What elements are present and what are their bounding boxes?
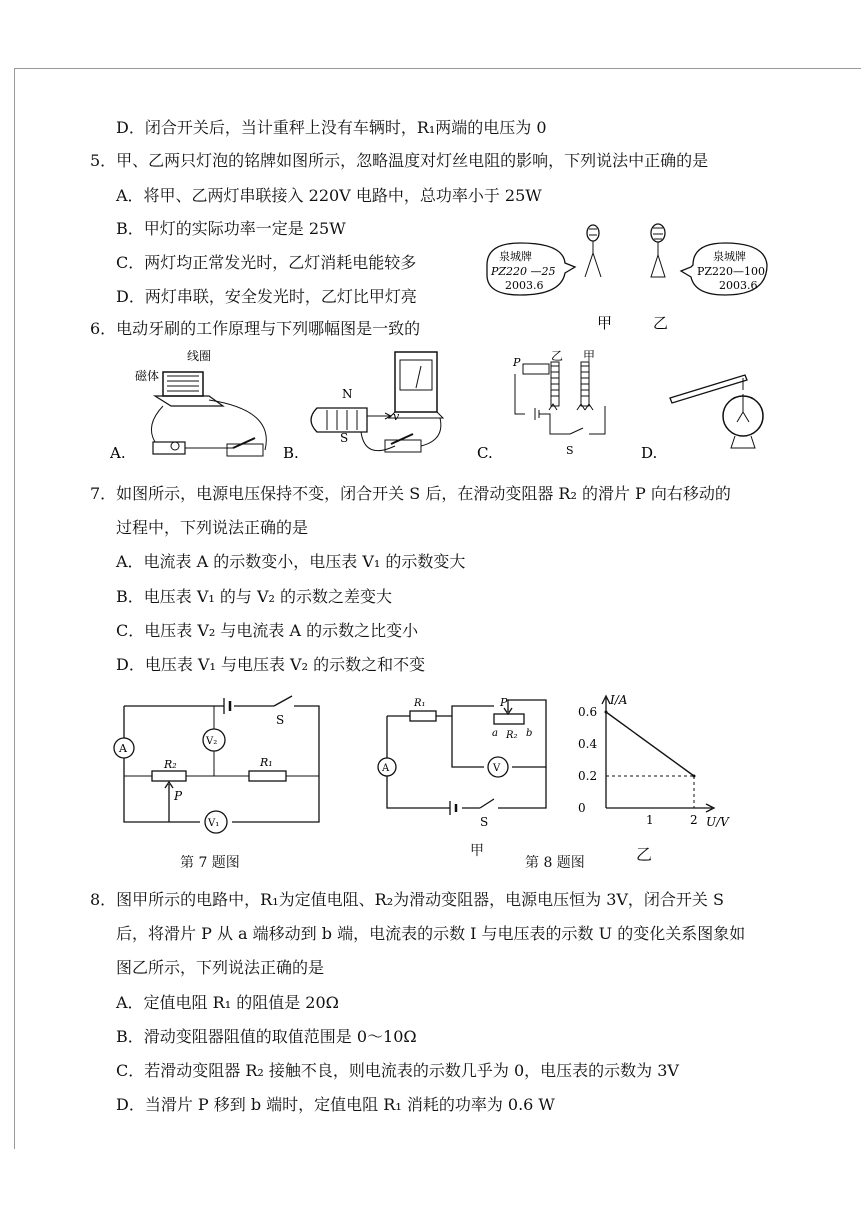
q8-option-d: D．当滑片 P 移到 b 端时，定值电阻 R₁ 消耗的功率为 0.6 W <box>116 1095 555 1114</box>
q7-p-label: P <box>174 789 183 803</box>
q7-r1-label: R₁ <box>260 756 273 769</box>
q7-v1-label: V₁ <box>208 818 220 829</box>
chart-x-tick-1: 2 <box>690 813 698 827</box>
q8-jia-label: 甲 <box>470 843 484 859</box>
bulb-yi-date: 2003.6 <box>719 279 758 292</box>
q8-a-label: a <box>492 728 498 739</box>
coil-jia-label: 甲 <box>583 350 596 363</box>
q5-option-c: C．两灯均正常发光时，乙灯消耗电能较多 <box>116 253 417 272</box>
bulb-yi-nameplate <box>681 243 767 295</box>
q6-figure-a <box>109 350 266 462</box>
bulb-jia-nameplate <box>487 243 575 295</box>
q7-stem-2: 过程中，下列说法正确的是 <box>116 518 309 537</box>
coil-yi-label: 乙 <box>551 350 564 363</box>
q6-label-a: A. <box>110 444 126 462</box>
bulb-yi-icon <box>651 224 665 277</box>
bulb-jia-brand: 泉城牌 <box>499 250 532 263</box>
chart-y-tick-1: 0.2 <box>578 769 598 783</box>
q6-figures <box>105 350 825 468</box>
q8-stem-2: 后，将滑片 P 从 a 端移动到 b 端，电流表的示数 I 与电压表的示数 U 的变化关系图象如 <box>116 924 746 943</box>
q5-stem: 5．甲、乙两只灯泡的铭牌如图所示，忽略温度对灯丝电阻的影响，下列说法中正确的是 <box>90 151 709 170</box>
chart-point-start <box>605 711 608 714</box>
q8-caption: 第 8 题图 <box>525 855 585 871</box>
q8-b-label: b <box>526 728 533 739</box>
q5-option-d: D．两灯串联，安全发光时，乙灯比甲灯亮 <box>116 287 417 306</box>
q7-option-a: A．电流表 A 的示数变小，电压表 V₁ 的示数变大 <box>116 552 466 571</box>
q7-v2-label: V₂ <box>206 736 218 747</box>
chart-x-tick-0: 1 <box>646 813 654 827</box>
q8-stem-3: 图乙所示，下列说法正确的是 <box>116 958 325 977</box>
q6-stem: 6．电动牙刷的工作原理与下列哪幅图是一致的 <box>90 319 421 338</box>
q6-label-b: B. <box>283 444 299 462</box>
q6-figure-c <box>477 350 605 462</box>
q7-option-c: C．电压表 V₂ 与电流表 A 的示数之比变小 <box>116 621 419 640</box>
bulb-yi-spec: PZ220—100 <box>697 265 766 278</box>
chart-x-label: U/V <box>706 815 729 829</box>
q5-option-b: B．甲灯的实际功率一定是 25W <box>116 219 346 238</box>
bulb-jia-icon <box>585 225 601 277</box>
slider-p-label: P <box>513 356 521 369</box>
bulb-jia-date: 2003.6 <box>505 279 544 292</box>
q7-r2-label: R₂ <box>164 758 177 771</box>
coil-label: 线圈 <box>187 350 212 363</box>
q8-r2-label: R₂ <box>506 730 518 741</box>
bulb-jia-label: 甲 <box>597 314 613 332</box>
q8-option-a: A．定值电阻 R₁ 的阻值是 20Ω <box>116 993 339 1012</box>
chart-point-end <box>693 775 696 778</box>
q8-ammeter-label: A <box>382 763 390 774</box>
q5-bulbs-figure <box>475 215 775 335</box>
chart-y-tick-0: 0 <box>578 801 586 815</box>
q8-option-c: C．若滑动变阻器 R₂ 接触不良，则电流表的示数几乎为 0，电压表的示数为 3V <box>116 1061 679 1080</box>
q8-yi-label: 乙 <box>636 845 653 864</box>
q8-circuit-jia <box>372 692 562 827</box>
q7-s-label: S <box>276 713 285 727</box>
q6-label-d: D. <box>641 444 658 462</box>
q8-option-b: B．滑动变阻器阻值的取值范围是 0～10Ω <box>116 1027 417 1046</box>
q7-ammeter-label: A <box>119 742 127 755</box>
q5-option-a: A．将甲、乙两灯串联接入 220V 电路中，总功率小于 25W <box>116 186 542 205</box>
q6-figure-d <box>641 375 763 462</box>
q8-r1-label: R₁ <box>414 698 426 709</box>
chart-y-tick-2: 0.4 <box>578 737 598 751</box>
q8-stem-1: 8．图甲所示的电路中，R₁为定值电阻、R₂为滑动变阻器，电源电压恒为 3V，闭合开关 S <box>90 890 724 909</box>
q8-voltmeter-label: V <box>493 763 501 774</box>
q7-stem-1: 7．如图所示，电源电压保持不变，闭合开关 S 后，在滑动变阻器 R₂ 的滑片 P 向右移动的 <box>90 484 731 503</box>
q7-option-d: D．电压表 V₁ 与电压表 V₂ 的示数之和不变 <box>116 655 426 674</box>
bulb-jia-spec: PZ220 —25 <box>491 265 556 278</box>
magnet-label: 磁体 <box>135 369 160 383</box>
chart-y-tick-3: 0.6 <box>578 705 598 719</box>
bulb-yi-label: 乙 <box>653 314 669 332</box>
velocity-label: v <box>393 410 400 423</box>
q8-s-label: S <box>480 815 489 827</box>
q7-circuit <box>104 688 344 848</box>
chart-y-label: I/A <box>610 693 628 707</box>
q7-option-b: B．电压表 V₁ 的与 V₂ 的示数之差变大 <box>116 587 393 606</box>
q7-caption: 第 7 题图 <box>180 855 240 871</box>
bulb-yi-brand: 泉城牌 <box>713 250 746 263</box>
pole-s-label: S <box>340 431 349 445</box>
q6-label-c: C. <box>477 444 493 462</box>
pole-n-label: N <box>342 387 353 401</box>
chart-series-line <box>606 712 694 776</box>
q6-figure-b <box>283 352 443 462</box>
q8-p-label: P <box>500 696 508 709</box>
q8-iu-chart <box>572 690 744 835</box>
switch-s-label: S <box>566 444 574 457</box>
q4-option-d: D．闭合开关后，当计重秤上没有车辆时，R₁两端的电压为 0 <box>116 118 547 137</box>
